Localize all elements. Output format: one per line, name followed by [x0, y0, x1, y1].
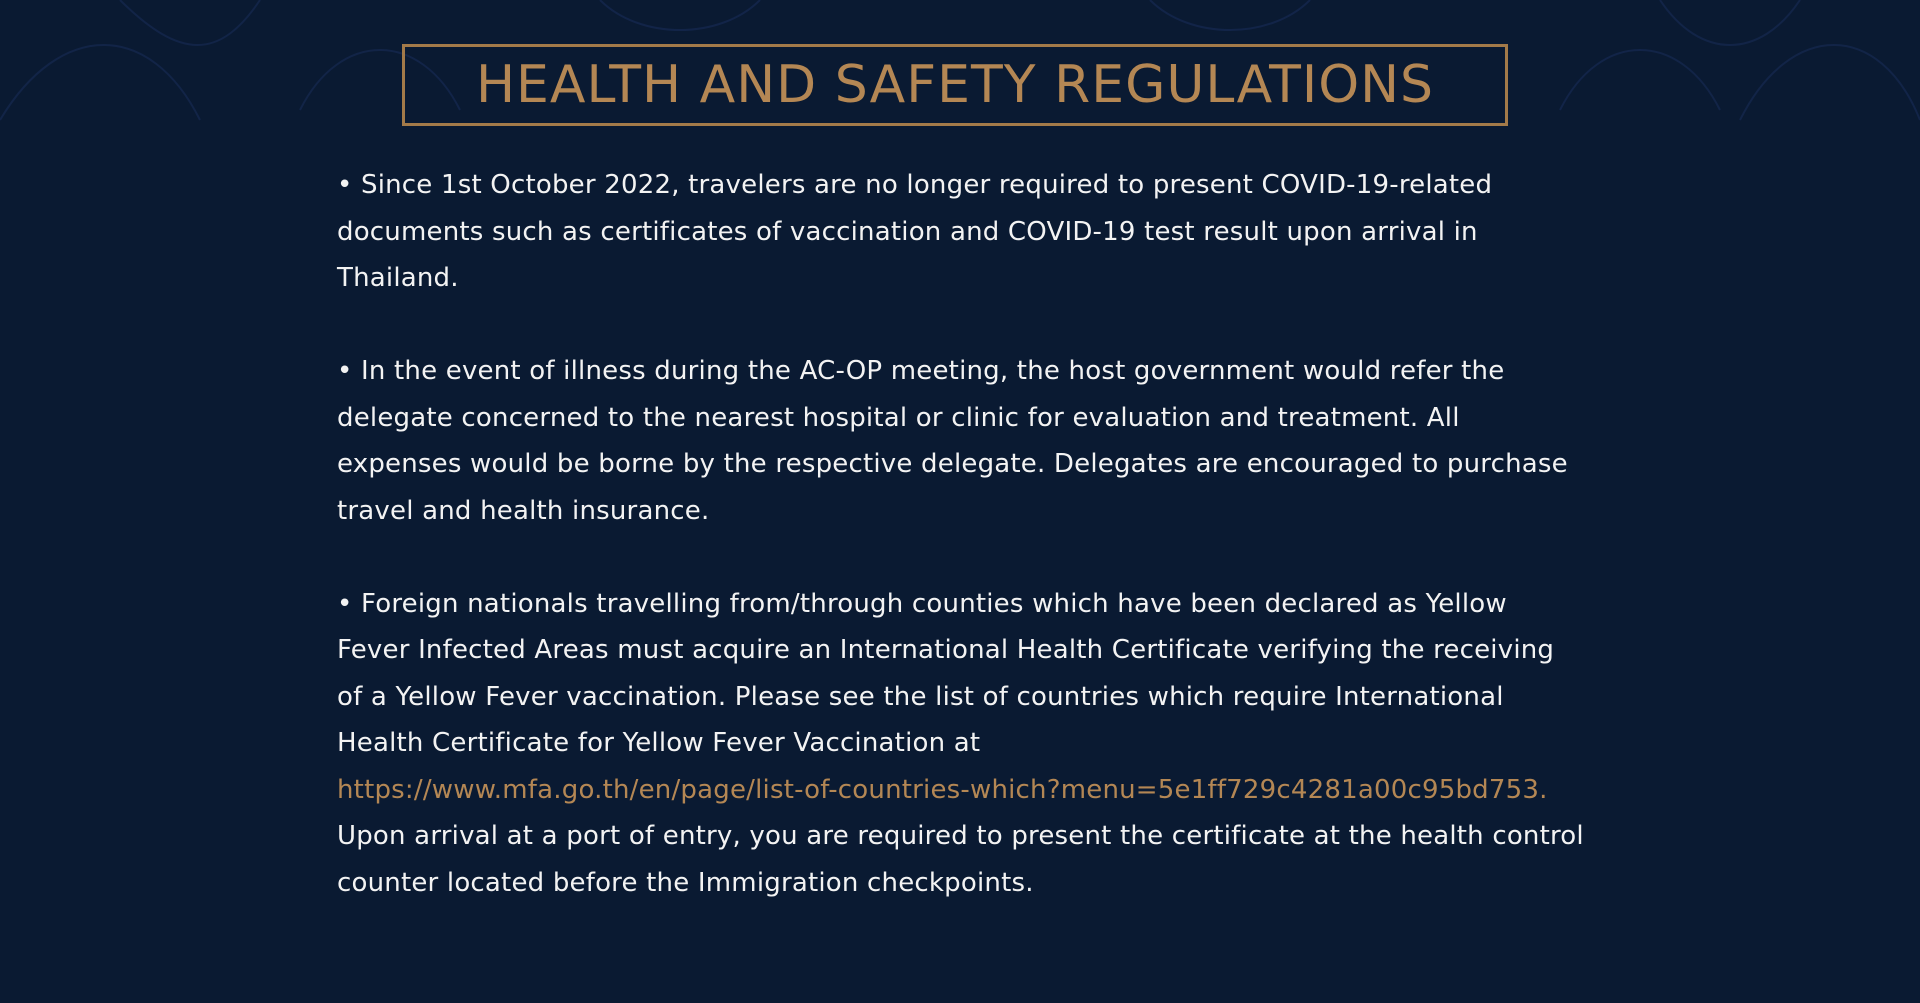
- bullet-covid-documents: • Since 1st October 2022, travelers are no longer required to present COVID-19-related documents such as certificates of vaccination and COVID-19 test result upon arrival in Thailand.: [337, 170, 1493, 293]
- bullet-illness-insurance: • In the event of illness during the AC-OP meeting, the host government would refer the delegate concerned to the nearest hospital or clinic for evaluation and treatment. All expenses would be borne by the respective delegate. Delegates are encouraged to purchase travel and health insurance.: [337, 356, 1568, 526]
- regulations-body: [337, 162, 1587, 953]
- page-title: HEALTH AND SAFETY REGULATIONS: [475, 55, 1435, 115]
- bullet-yellow-fever: [337, 581, 1587, 907]
- yellow-fever-text: • Foreign nationals travelling from/through counties which have been declared as Yellow Fever Infected Areas must acquire an International Health Certificate verifying the receiving of a Yellow Fever vaccination. Please see the list of countries which require International Health Certificate for Yellow Fever Vaccination at: [337, 588, 1555, 758]
- yellow-fever-arrival-text: Upon arrival at a port of entry, you are required to present the certificate at the health control counter located before the Immigration checkpoints.: [337, 821, 1584, 898]
- heading-box: [402, 44, 1508, 126]
- mfa-countries-link[interactable]: https://www.mfa.go.th/en/page/list-of-countries-which?menu=5e1ff729c4281a00c95bd753.: [337, 774, 1548, 805]
